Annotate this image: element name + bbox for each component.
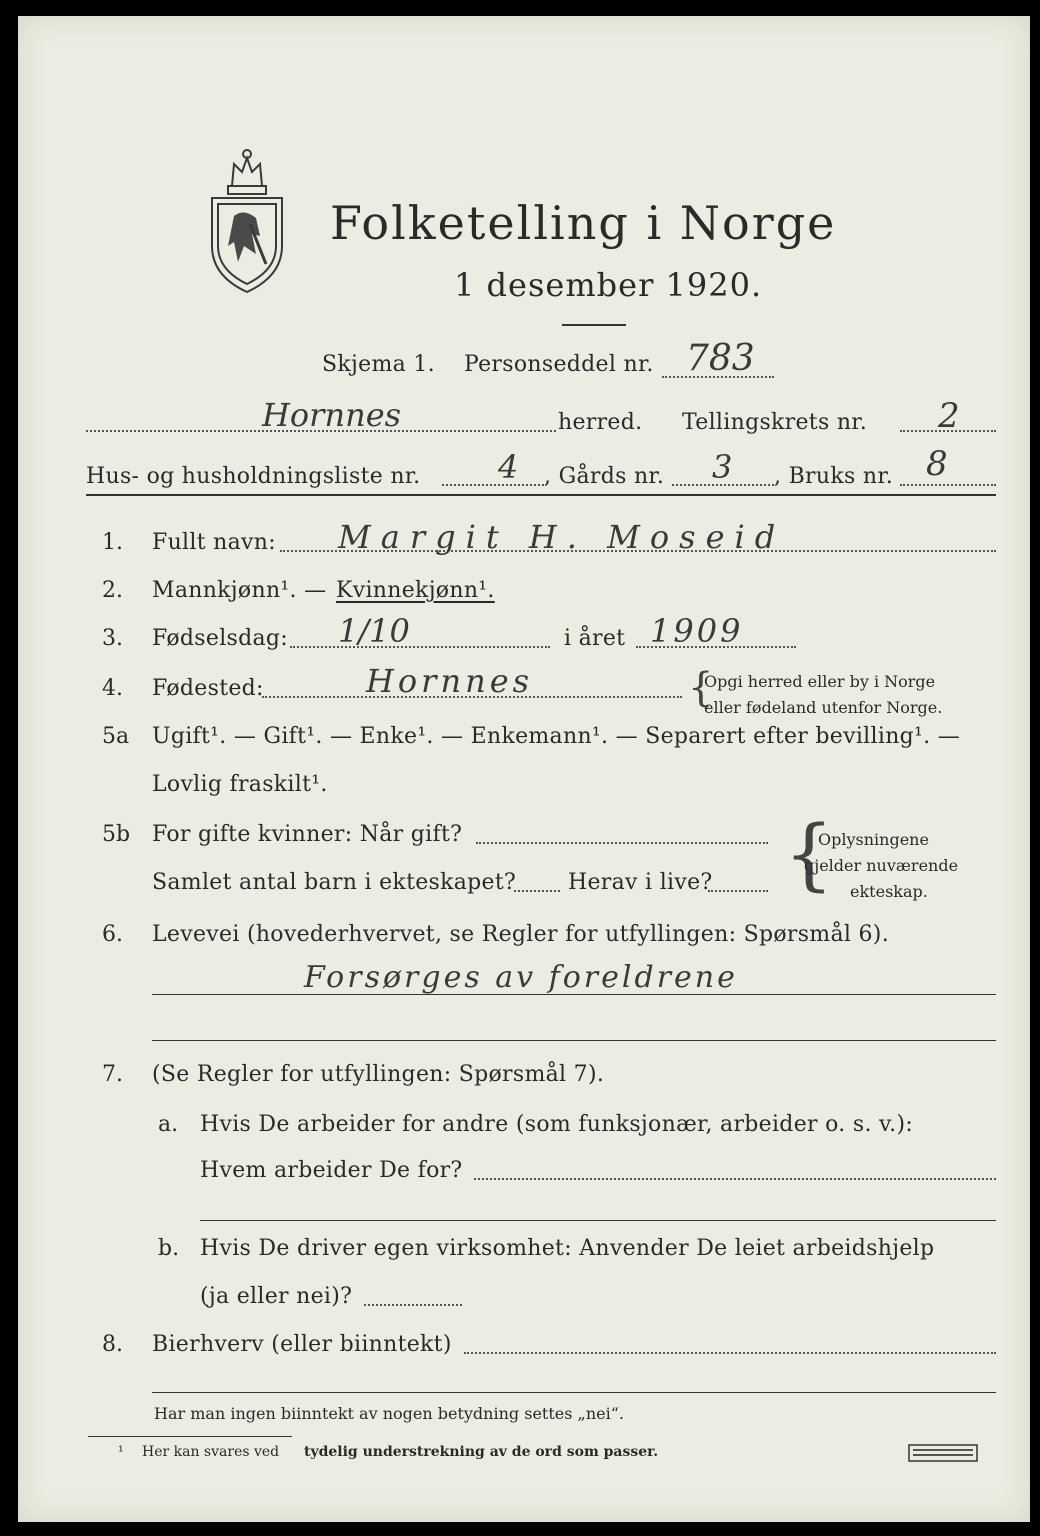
form-date: 1 desember 1920. bbox=[454, 266, 763, 304]
q5b-brace: { bbox=[784, 810, 834, 900]
birthday-value[interactable]: 1/10 bbox=[338, 612, 410, 650]
q5b-note-3: ekteskap. bbox=[850, 882, 928, 901]
q8-number: 8. bbox=[102, 1332, 123, 1357]
q1-number: 1. bbox=[102, 530, 123, 555]
q5a-line1: Ugift¹. — Gift¹. — Enke¹. — Enkemann¹. — Separert efter bevilling¹. — bbox=[152, 724, 961, 749]
birth-year-value[interactable]: 1909 bbox=[650, 612, 744, 650]
q5b-note-1: Oplysningene bbox=[818, 830, 929, 849]
q2-number: 2. bbox=[102, 578, 123, 603]
tellingskrets-label: Tellingskrets nr. bbox=[682, 410, 867, 435]
title-divider bbox=[562, 324, 626, 326]
q3-year-label: i året bbox=[564, 626, 626, 651]
q6-number: 6. bbox=[102, 922, 123, 947]
q7a-line1: Hvis De arbeider for andre (som funksjonær, arbeider o. s. v.): bbox=[200, 1112, 914, 1137]
q5b-line1: For gifte kvinner: Når gift? bbox=[152, 822, 463, 847]
q8-line bbox=[464, 1352, 996, 1354]
personseddel-value[interactable]: 783 bbox=[686, 338, 755, 379]
printer-stamp-icon bbox=[908, 1444, 978, 1462]
q5b-alive-line bbox=[708, 890, 768, 892]
q4-brace: { bbox=[688, 665, 714, 711]
full-name-value[interactable]: Margit H. Moseid bbox=[338, 518, 786, 556]
footnote-text-b: tydelig understrekning av de ord som passer. bbox=[304, 1444, 659, 1460]
husliste-label: Hus- og husholdningsliste nr. bbox=[86, 464, 421, 489]
q7b-line bbox=[364, 1304, 462, 1306]
q1-label: Fullt navn: bbox=[152, 530, 276, 555]
q7b-line1: Hvis De driver egen virksomhet: Anvender De leiet arbeidshjelp bbox=[200, 1236, 935, 1261]
q3-label: Fødselsdag: bbox=[152, 626, 289, 651]
q2-label-female[interactable]: Kvinnekjønn¹. bbox=[336, 578, 495, 603]
occupation-value[interactable]: Forsørges av foreldrene bbox=[304, 960, 738, 995]
q5b-children-line bbox=[514, 890, 560, 892]
q7-label: (Se Regler for utfyllingen: Spørsmål 7). bbox=[152, 1062, 605, 1087]
footnote-mark: ¹ bbox=[118, 1444, 124, 1460]
q8-line-2 bbox=[152, 1392, 996, 1393]
q5b-line2b: Herav i live? bbox=[568, 870, 713, 895]
q7-number: 7. bbox=[102, 1062, 123, 1087]
q6-label: Levevei (hovederhvervet, se Regler for utfyllingen: Spørsmål 6). bbox=[152, 922, 889, 947]
q4-number: 4. bbox=[102, 676, 123, 701]
q5a-line2: Lovlig fraskilt¹. bbox=[152, 772, 328, 797]
q7a-number: a. bbox=[158, 1112, 179, 1137]
q7b-line2: (ja eller nei)? bbox=[200, 1284, 353, 1309]
q5b-married-line bbox=[476, 842, 768, 844]
husliste-value[interactable]: 4 bbox=[498, 448, 519, 486]
husliste-line bbox=[442, 484, 544, 486]
gards-label: , Gårds nr. bbox=[544, 464, 665, 489]
q3-number: 3. bbox=[102, 626, 123, 651]
q3-line bbox=[290, 646, 550, 648]
form-title: Folketelling i Norge bbox=[330, 196, 837, 250]
bruks-line bbox=[900, 484, 996, 486]
bruks-label: , Bruks nr. bbox=[774, 464, 894, 489]
q7a-line2: Hvem arbeider De for? bbox=[200, 1158, 463, 1183]
skjema-label: Skjema 1. bbox=[322, 352, 435, 377]
q4-note-2: eller fødeland utenfor Norge. bbox=[704, 698, 943, 717]
q7a-line bbox=[474, 1178, 996, 1180]
bruks-value[interactable]: 8 bbox=[926, 444, 948, 484]
q7a-line-2 bbox=[200, 1220, 996, 1221]
q8-label: Bierhverv (eller biinntekt) bbox=[152, 1332, 452, 1357]
q4-label: Fødested: bbox=[152, 676, 264, 701]
footnote-divider bbox=[88, 1436, 292, 1437]
q2-label-male: Mannkjønn¹. — bbox=[152, 578, 327, 603]
footnote-text-a: Her kan svares ved bbox=[142, 1444, 280, 1460]
q6-line-1 bbox=[152, 994, 996, 995]
q5b-line2: Samlet antal barn i ekteskapet? bbox=[152, 870, 517, 895]
herred-label: herred. bbox=[558, 410, 643, 435]
birthplace-value[interactable]: Hornnes bbox=[366, 662, 534, 700]
q8-note: Har man ingen biinntekt av nogen betydning settes „nei“. bbox=[154, 1404, 624, 1423]
q5a-number: 5a bbox=[102, 724, 130, 749]
census-form bbox=[18, 16, 1030, 1522]
gards-value[interactable]: 3 bbox=[712, 448, 733, 486]
q5b-number: 5b bbox=[102, 822, 131, 847]
personseddel-label: Personseddel nr. bbox=[464, 352, 654, 377]
tellingskrets-value[interactable]: 2 bbox=[938, 396, 960, 436]
q4-note-1: Opgi herred eller by i Norge bbox=[704, 672, 936, 691]
q6-line-2 bbox=[152, 1040, 996, 1041]
q5b-note-2: gjelder nuværende bbox=[804, 856, 959, 875]
header-divider bbox=[86, 494, 996, 496]
q7b-number: b. bbox=[158, 1236, 180, 1261]
norwegian-coat-of-arms-icon bbox=[204, 146, 290, 296]
herred-value[interactable]: Hornnes bbox=[262, 396, 402, 434]
